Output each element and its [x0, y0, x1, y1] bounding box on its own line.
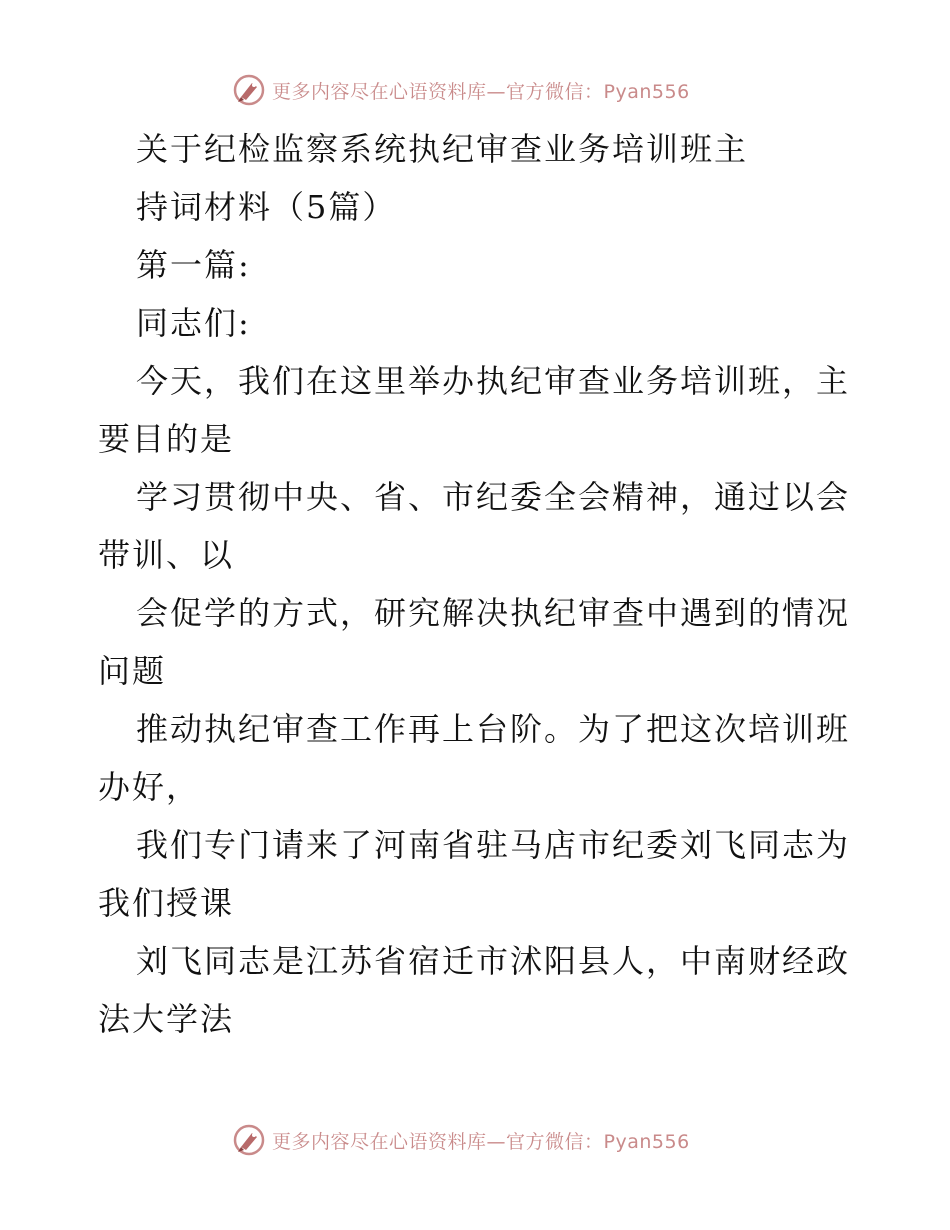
header-watermark [232, 72, 690, 108]
paragraph-line: 刘飞同志是江苏省宿迁市沭阳县人，中南财经政 [136, 942, 851, 980]
footer-watermark [232, 1122, 690, 1158]
pen-nib-logo-icon [232, 1123, 266, 1157]
salutation: 同志们: [136, 304, 251, 342]
paragraph-line: 今天，我们在这里举办执纪审查业务培训班，主 [136, 362, 851, 400]
paragraph-line: 法大学法 [98, 1000, 235, 1038]
watermark-text: 更多内容尽在心语资料库—官方微信：Pyan556 [272, 80, 690, 103]
paragraph-line: 带训、以 [98, 536, 235, 574]
paragraph-line: 会促学的方式，研究解决执纪审查中遇到的情况 [136, 594, 851, 632]
paragraph-line: 要目的是 [98, 420, 235, 458]
document-body [98, 120, 858, 1048]
paragraph-line: 办好， [98, 768, 201, 806]
pen-nib-logo-icon [232, 73, 266, 107]
paragraph-line: 问题 [98, 652, 167, 690]
title-line-2: 持词材料（5篇） [136, 188, 397, 226]
paragraph-line: 我们授课 [98, 884, 235, 922]
title-line-1: 关于纪检监察系统执纪审查业务培训班主 [136, 130, 749, 168]
watermark-text: 更多内容尽在心语资料库—官方微信：Pyan556 [272, 1130, 690, 1153]
section-heading: 第一篇: [136, 246, 251, 284]
paragraph-line: 我们专门请来了河南省驻马店市纪委刘飞同志为 [136, 826, 851, 864]
paragraph-line: 学习贯彻中央、省、市纪委全会精神，通过以会 [136, 478, 851, 516]
paragraph-line: 推动执纪审查工作再上台阶。为了把这次培训班 [136, 710, 851, 748]
